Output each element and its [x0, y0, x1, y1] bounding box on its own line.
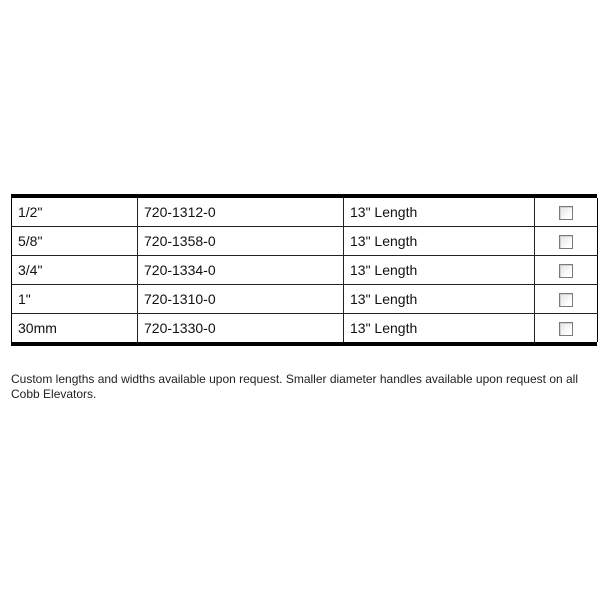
- part-number-cell: 720-1334-0: [138, 256, 344, 285]
- length-cell: 13" Length: [344, 285, 535, 314]
- part-number-cell: 720-1312-0: [138, 198, 344, 227]
- select-cell: [535, 285, 598, 314]
- length-cell: 13" Length: [344, 256, 535, 285]
- table-row: [12, 256, 598, 285]
- select-cell: [535, 256, 598, 285]
- select-cell: [535, 227, 598, 256]
- size-cell: 3/4": [12, 256, 138, 285]
- custom-options-note: Custom lengths and widths available upon request. Smaller diameter handles available upon request on all Cobb Elevators.: [11, 372, 579, 401]
- table-row: [12, 227, 598, 256]
- select-checkbox[interactable]: [559, 322, 573, 336]
- select-cell: [535, 314, 598, 343]
- product-options-table: [11, 198, 598, 342]
- select-checkbox[interactable]: [559, 264, 573, 278]
- size-cell: 1": [12, 285, 138, 314]
- table-row: [12, 198, 598, 227]
- size-cell: 1/2": [12, 198, 138, 227]
- table-row: [12, 314, 598, 343]
- size-cell: 5/8": [12, 227, 138, 256]
- table-row: [12, 285, 598, 314]
- length-cell: 13" Length: [344, 198, 535, 227]
- select-checkbox[interactable]: [559, 293, 573, 307]
- length-cell: 13" Length: [344, 227, 535, 256]
- part-number-cell: 720-1330-0: [138, 314, 344, 343]
- product-options-table-wrapper: [11, 194, 597, 346]
- part-number-cell: 720-1310-0: [138, 285, 344, 314]
- select-checkbox[interactable]: [559, 206, 573, 220]
- part-number-cell: 720-1358-0: [138, 227, 344, 256]
- length-cell: 13" Length: [344, 314, 535, 343]
- size-cell: 30mm: [12, 314, 138, 343]
- select-cell: [535, 198, 598, 227]
- select-checkbox[interactable]: [559, 235, 573, 249]
